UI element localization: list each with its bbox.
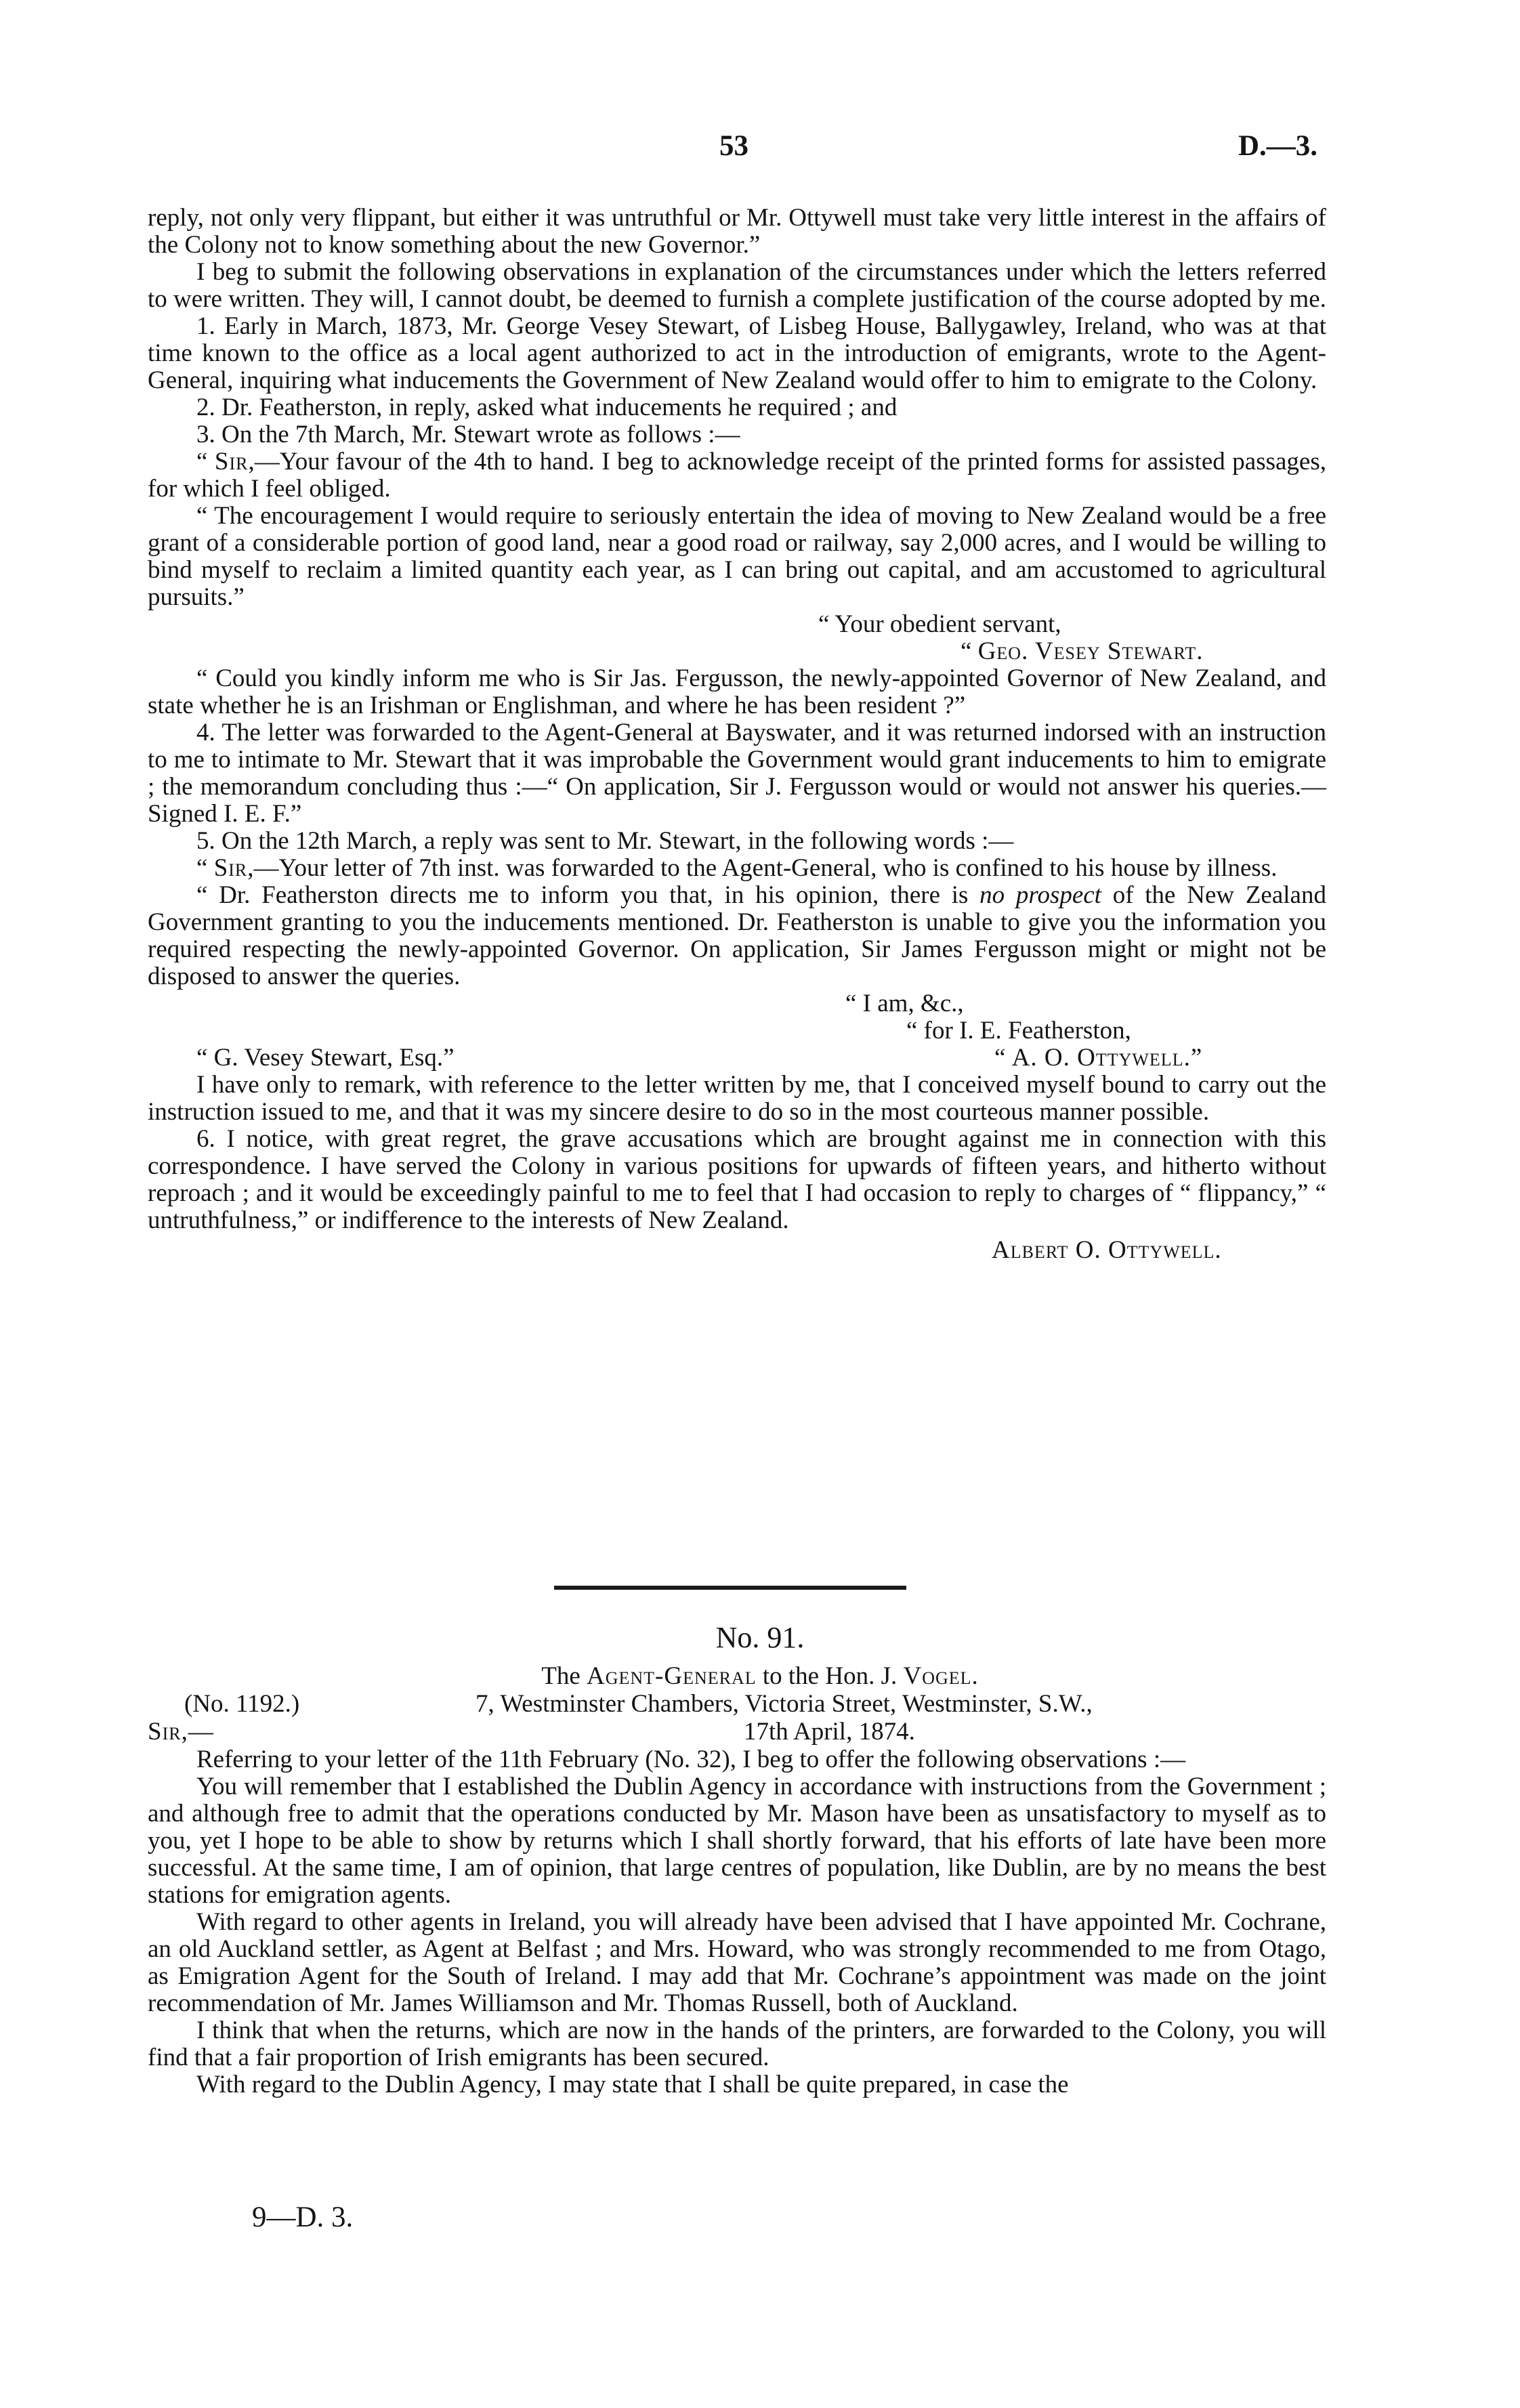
paragraph: 6. I notice, with great regret, the grave accusations which are brought against me in connection with this correspondence. I have served the Colony in various positions for upwards of fifteen years, and hitherto without reproach ; and it would be exceedingly painful to me to feel that I had occasion to reply to charges of “ flippancy,” “ untruthfulness,” or indifference to the interests of New Zealand.: [148, 1125, 1326, 1234]
letter-number-heading: No. 91.: [715, 1621, 805, 1654]
section-divider: [554, 1586, 906, 1590]
paragraph: 5. On the 12th March, a reply was sent to Mr. Stewart, in the following words :—: [196, 827, 1014, 855]
salutation: Sir,—: [148, 1718, 214, 1746]
paragraph: 4. The letter was forwarded to the Agent-General at Bayswater, and it was returned indorsed with an instruction to me to intimate to Mr. Stewart that it was improbable the Government would grant inducements to him to emigrate ; the memorandum concluding thus :—“ On application, Sir J. Fergusson would or would not answer his queries.—Signed I. E. F.”: [148, 719, 1326, 828]
letter-heading: The Agent-General to the Hon. J. Vogel.: [541, 1662, 979, 1690]
quoted-letter-paragraph: “ Dr. Featherston directs me to inform you that, in his opinion, there is no prospect of the New Zealand Government granting to you the inducements mentioned. Dr. Featherston is unable to give you the information you required respecting the newly-appointed Governor. On application, Sir James Fergusson might or might not be disposed to answer the queries.: [148, 881, 1326, 990]
quoted-letter-paragraph: “ Could you kindly inform me who is Sir Jas. Fergusson, the newly-appointed Governor of New Zealand, and state whether he is an Irishman or Englishman, and where he has been resident ?”: [148, 664, 1326, 719]
paragraph: With regard to the Dublin Agency, I may state that I shall be quite prepared, in case the: [196, 2071, 1069, 2098]
paragraph: I beg to submit the following observations in explanation of the circumstances under which the letters referred to were written. They will, I cannot doubt, be deemed to furnish a complete justification of the course adopted by me.: [148, 258, 1326, 313]
document-reference: D.—3.: [1238, 130, 1318, 162]
letter-reference-number: (No. 1192.): [184, 1690, 300, 1718]
paragraph: 2. Dr. Featherston, in reply, asked what inducements he required ; and: [196, 394, 898, 421]
printer-signature-mark: 9—D. 3.: [252, 2201, 354, 2233]
quoted-letter-paragraph: “ The encouragement I would require to seriously entertain the idea of moving to New Zealand would be a free grant of a considerable portion of good land, near a good road or railway, say 2,000 acres, and I would be willing to bind myself to reclaim a limited quantity each year, as I can bring out capital, and am accustomed to agricultural pursuits.”: [148, 502, 1326, 611]
letter-closing: “ I am, &c.,: [845, 990, 964, 1017]
paragraph: I have only to remark, with reference to the letter written by me, that I conceived myself bound to carry out the instruction issued to me, and that it was my sincere desire to do so in the most courteous manner possible.: [148, 1071, 1326, 1126]
letter-closing: “ Your obedient servant,: [818, 610, 1061, 638]
paragraph: I think that when the returns, which are now in the hands of the printers, are forwarded to the Colony, you will find that a fair proportion of Irish emigrants has been secured.: [148, 2016, 1326, 2071]
signature: Albert O. Ottywell.: [992, 1236, 1222, 1264]
paragraph: You will remember that I established the Dublin Agency in accordance with instructions from the Government ; and although free to admit that the operations conducted by Mr. Mason have been as unsatisfactory to myself as to you, yet I hope to be able to show by returns which I shall shortly forward, that his efforts of late have been more successful. At the same time, I am of opinion, that large centres of population, like Dublin, are by no means the best stations for emigration agents.: [148, 1773, 1326, 1909]
paragraph: reply, not only very flippant, but either it was untruthful or Mr. Ottywell must take very little interest in the affairs of the Colony not to know something about the new Governor.”: [148, 204, 1326, 259]
quoted-letter-paragraph: “ Sir,—Your letter of 7th inst. was forwarded to the Agent-General, who is confined to his house by illness.: [196, 854, 1278, 882]
sender-address: 7, Westminster Chambers, Victoria Street, Westminster, S.W.,: [476, 1690, 1093, 1718]
paragraph: 1. Early in March, 1873, Mr. George Vesey Stewart, of Lisbeg House, Ballygawley, Ireland, who was at that time known to the office as a local agent authorized to act in the introduction of emigrants, wrote to the Agent-General, inquiring what inducements the Government of New Zealand would offer to him to emigrate to the Colony.: [148, 312, 1326, 394]
letter-signature: “ Geo. Vesey Stewart.: [960, 637, 1204, 665]
addressee-line: [148, 1044, 1326, 1072]
paragraph: With regard to other agents in Ireland, you will already have been advised that I have appointed Mr. Cochrane, an old Auckland settler, as Agent at Belfast ; and Mrs. Howard, who was strongly recommended to me from Otago, as Emigration Agent for the South of Ireland. I may add that Mr. Cochrane’s appointment was made on the joint recommendation of Mr. James Williamson and Mr. Thomas Russell, both of Auckland.: [148, 1908, 1326, 2017]
addressee: “ G. Vesey Stewart, Esq.”: [196, 1044, 455, 1072]
letter-91-text-block: [148, 1746, 1326, 2098]
letter-signature: “ A. O. Ottywell.”: [994, 1044, 1202, 1072]
page-number: 53: [719, 130, 748, 162]
letter-90-text-block: [148, 205, 1326, 1264]
paragraph: 3. On the 7th March, Mr. Stewart wrote as follows :—: [196, 421, 740, 448]
paragraph: Referring to your letter of the 11th February (No. 32), I beg to offer the following observations :—: [196, 1746, 1186, 1773]
quoted-letter-paragraph: “ Sir,—Your favour of the 4th to hand. I beg to acknowledge receipt of the printed forms for assisted passages, for which I feel obliged.: [148, 448, 1326, 503]
letter-closing: “ for I. E. Featherston,: [906, 1017, 1131, 1044]
letter-date: 17th April, 1874.: [744, 1718, 915, 1746]
